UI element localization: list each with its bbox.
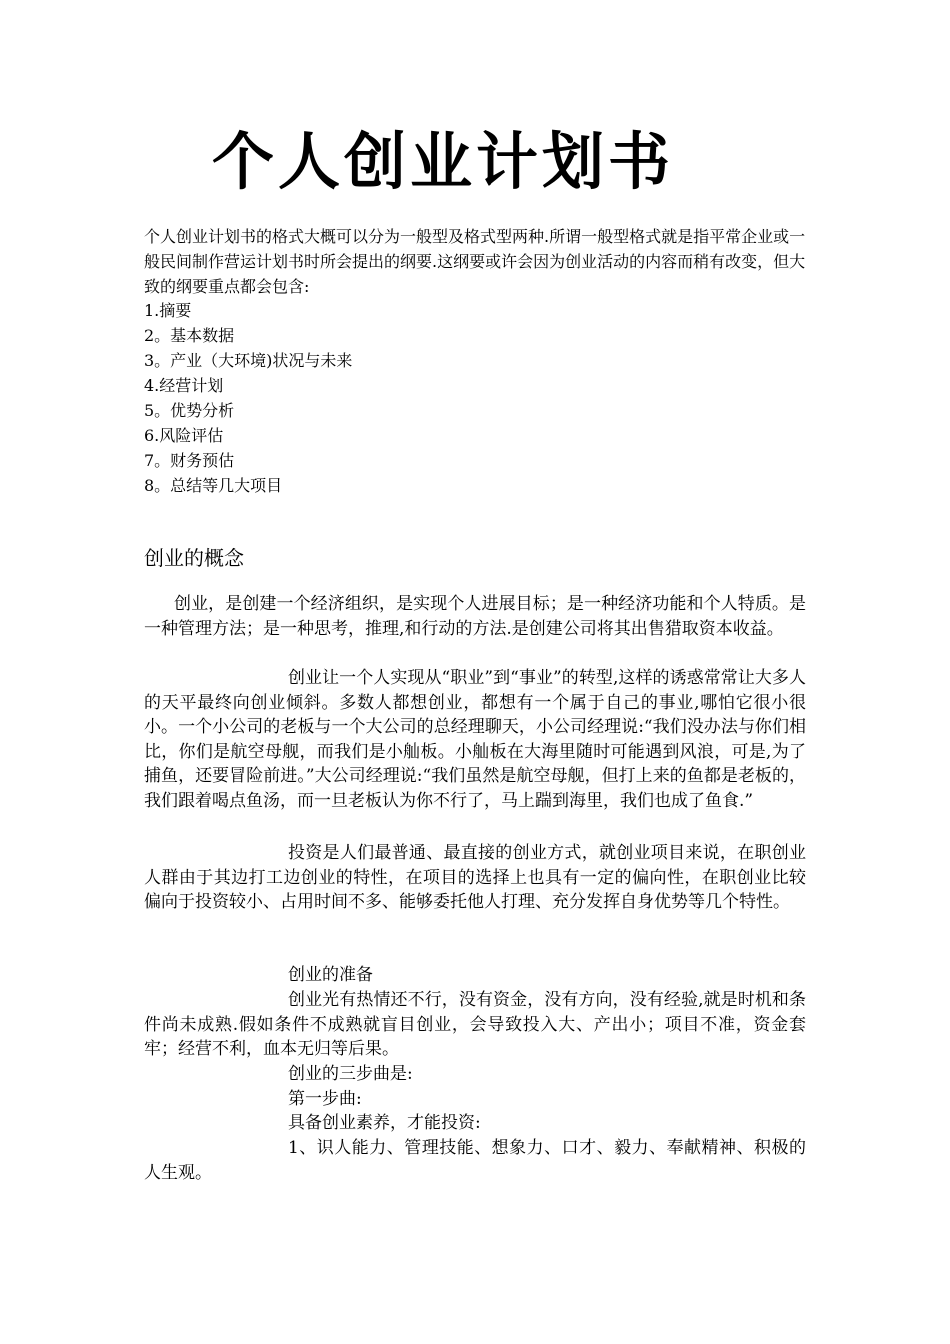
section-heading: 创业的概念 [144, 546, 244, 570]
paragraph-investment: 投资是人们最普通、最直接的创业方式，就创业项目来说，在职创业人群由于其边打工边创业的特性，在项目的选择上也具有一定的偏向性，在职创业比较偏向于投资较小、占用时间不多、能够委托他人打理、充分发挥自身优势等几个特性。 [144, 843, 806, 912]
paragraph-preparation: 创业光有热情还不行，没有资金，没有方向，没有经验,就是时机和条件尚未成熟.假如条件不成熟就盲目创业，会导致投入大、产出小；项目不准，资金套牢；经营不利，血本无归等后果。 [144, 990, 806, 1059]
outline-item: 3。产业（大环境)状况与未来 [144, 351, 353, 370]
paragraph-qualities: 1、识人能力、管理技能、想象力、口才、毅力、奉献精神、积极的人生观。 [144, 1138, 806, 1183]
step-one-description: 具备创业素养，才能投资: [288, 1113, 481, 1133]
step-one-heading: 第一步曲: [288, 1089, 362, 1109]
outline-item: 1.摘要 [144, 301, 192, 320]
outline-item: 4.经营计划 [144, 376, 224, 395]
outline-item: 8。总结等几大项目 [144, 476, 283, 495]
outline-item: 2。基本数据 [144, 326, 235, 345]
intro-paragraph: 个人创业计划书的格式大概可以分为一般型及格式型两种.所谓一般型格式就是指平常企业或一般民间制作营运计划书时所会提出的纲要.这纲要或许会因为创业活动的内容而稍有改变，但大致的纲要重点都会包含: [144, 227, 806, 296]
paragraph-transformation: 创业让一个人实现从“职业”到“事业”的转型,这样的诱惑常常让大多人的天平最终向创业倾斜。多数人都想创业，都想有一个属于自己的事业,哪怕它很小很小。一个小公司的老板与一个大公司的总经理聊天，小公司经理说:“我们没办法与你们相比，你们是航空母舰，而我们是小舢板。小舢板在大海里随时可能遇到风浪，可是,为了捕鱼，还要冒险前进。”大公司经理说:“我们虽然是航空母舰，但打上来的鱼都是老板的，我们跟着喝点鱼汤，而一旦老板认为你不行了，马上踹到海里，我们也成了鱼食.” [144, 668, 806, 811]
outline-item: 6.风险评估 [144, 426, 224, 445]
document-title: 个人创业计划书 [212, 125, 675, 198]
outline-item: 7。财务预估 [144, 451, 235, 470]
steps-intro: 创业的三步曲是: [288, 1064, 413, 1084]
paragraph-definition: 创业，是创建一个经济组织，是实现个人进展目标；是一种经济功能和个人特质。是一种管理方法；是一种思考，推理,和行动的方法.是创建公司将其出售猎取资本收益。 [144, 594, 806, 639]
preparation-heading: 创业的准备 [288, 965, 373, 985]
outline-item: 5。优势分析 [144, 401, 235, 420]
outline-list [144, 298, 544, 498]
